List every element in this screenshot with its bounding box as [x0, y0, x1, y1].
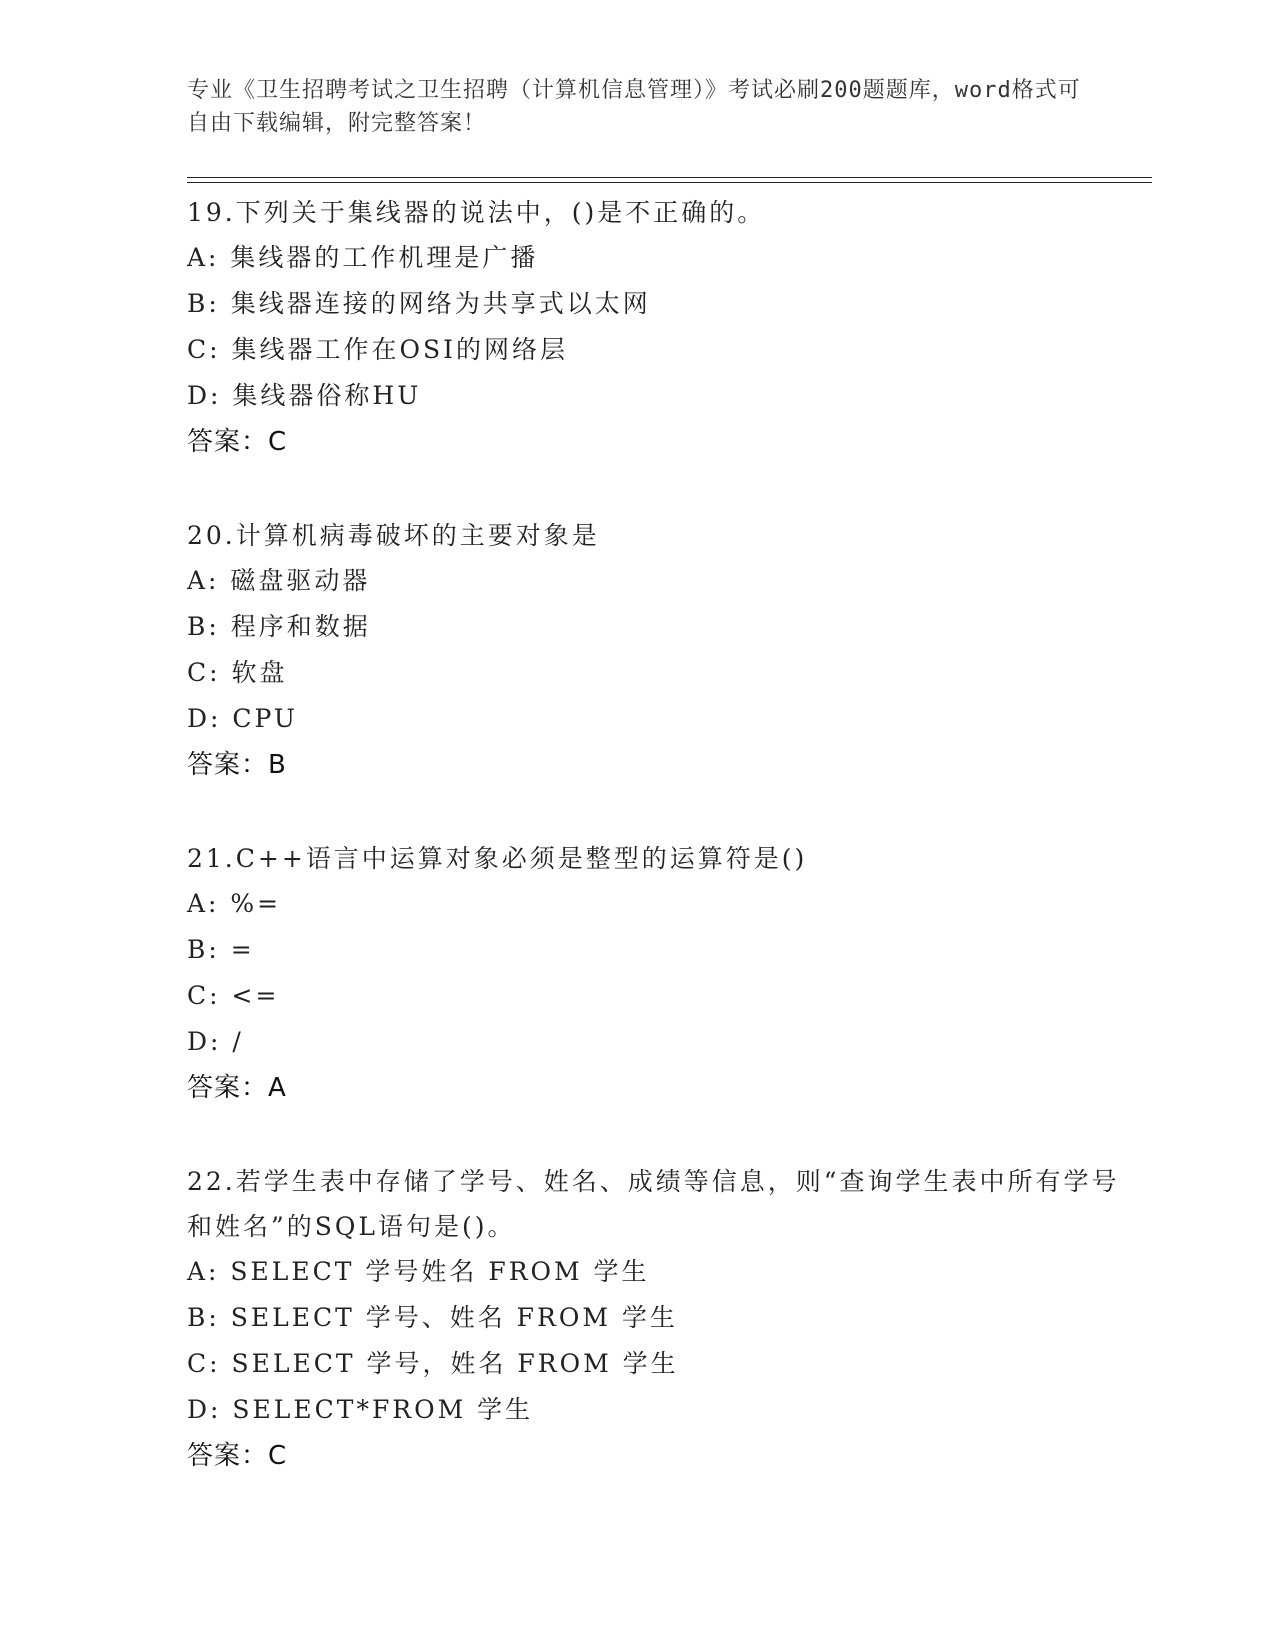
header-rule-bottom: [187, 182, 1152, 183]
question-text: 19.下列关于集线器的说法中，()是不正确的。: [187, 198, 766, 227]
header-rule-top: [187, 177, 1152, 178]
option-a: A: %=: [187, 889, 282, 918]
option-d: D: SELECT*FROM 学生: [187, 1395, 534, 1424]
question-22: [187, 1159, 1147, 1479]
question-text: 22.若学生表中存储了学号、姓名、成绩等信息，则“查询学生表中所有学号和姓名”的SQL语句是()。: [187, 1167, 1120, 1241]
document-header: 专业《卫生招聘考试之卫生招聘（计算机信息管理）》考试必刷200题题库，word格式可自由下载编辑，附完整答案！: [187, 78, 1081, 136]
option-b: B: 程序和数据: [187, 612, 371, 641]
option-b: B: =: [187, 935, 255, 964]
option-d: D: /: [187, 1027, 244, 1056]
option-c: C: <=: [187, 981, 280, 1010]
question-text: 20.计算机病毒破坏的主要对象是: [187, 521, 600, 550]
option-a: A: 集线器的工作机理是广播: [187, 243, 539, 272]
option-d: D: 集线器俗称HU: [187, 381, 422, 410]
option-c: C: 软盘: [187, 658, 288, 687]
option-a: A: 磁盘驱动器: [187, 566, 371, 595]
option-b: B: SELECT 学号、姓名 FROM 学生: [187, 1303, 678, 1332]
question-19: [187, 190, 1147, 465]
option-c: C: SELECT 学号，姓名 FROM 学生: [187, 1349, 679, 1378]
answer: 答案：A: [187, 1073, 287, 1103]
question-list: [187, 190, 1147, 1527]
answer: 答案：C: [187, 1441, 288, 1471]
question-text: 21.C++语言中运算对象必须是整型的运算符是(): [187, 844, 808, 873]
answer: 答案：B: [187, 750, 287, 780]
option-c: C: 集线器工作在OSI的网络层: [187, 335, 568, 364]
option-d: D: CPU: [187, 704, 298, 733]
question-20: [187, 513, 1147, 788]
answer: 答案：C: [187, 427, 288, 457]
question-21: [187, 836, 1147, 1111]
option-a: A: SELECT 学号姓名 FROM 学生: [187, 1257, 650, 1286]
option-b: B: 集线器连接的网络为共享式以太网: [187, 289, 651, 318]
